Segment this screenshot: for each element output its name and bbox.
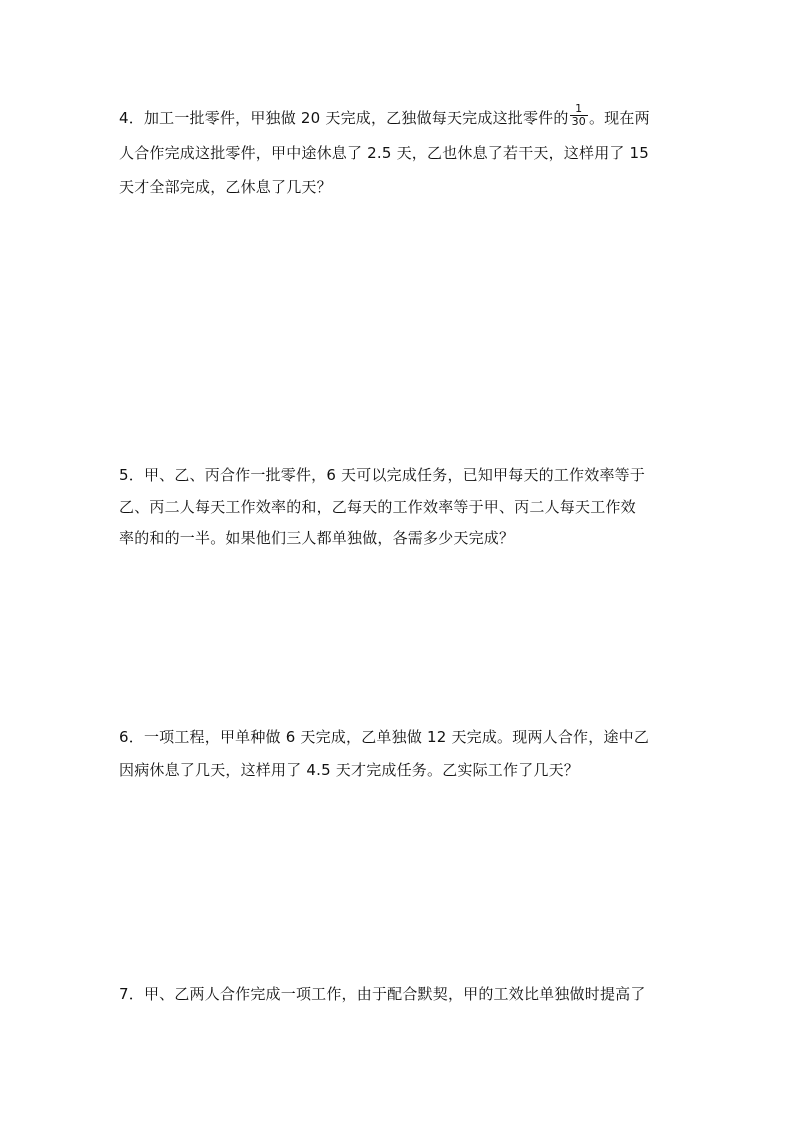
fraction-one-thirtieth bbox=[570, 103, 588, 128]
problem-5-line-2: 乙、丙二人每天工作效率的和，乙每天的工作效率等于甲、丙二人每天工作效 bbox=[119, 498, 636, 516]
problem-5-line-1: 5．甲、乙、丙合作一批零件，6 天可以完成任务，已知甲每天的工作效率等于 bbox=[119, 466, 646, 484]
problem-4-line-3: 天才全部完成，乙休息了几天？ bbox=[119, 178, 332, 196]
problem-4-line-1-tail: 。现在两 bbox=[588, 109, 650, 127]
problem-7-line-1: 7．甲、乙两人合作完成一项工作，由于配合默契，甲的工效比单独做时提高了 bbox=[119, 985, 646, 1003]
problem-4-line-2: 人合作完成这批零件，甲中途休息了 2.5 天，乙也休息了若干天，这样用了 15 bbox=[119, 144, 650, 162]
fraction-denominator: 30 bbox=[571, 115, 586, 128]
problem-6-line-2: 因病休息了几天，这样用了 4.5 天才完成任务。乙实际工作了几天？ bbox=[119, 761, 579, 779]
problem-4-line-1 bbox=[119, 102, 650, 131]
problem-4-line-1-text: 4．加工一批零件，甲独做 20 天完成，乙独做每天完成这批零件的 bbox=[119, 109, 569, 127]
fraction-numerator: 1 bbox=[570, 103, 588, 116]
problem-6-line-1: 6．一项工程，甲单种做 6 天完成，乙单独做 12 天完成。现两人合作，途中乙 bbox=[119, 728, 650, 746]
problem-5-line-3: 率的和的一半。如果他们三人都单独做，各需多少天完成？ bbox=[119, 529, 515, 547]
